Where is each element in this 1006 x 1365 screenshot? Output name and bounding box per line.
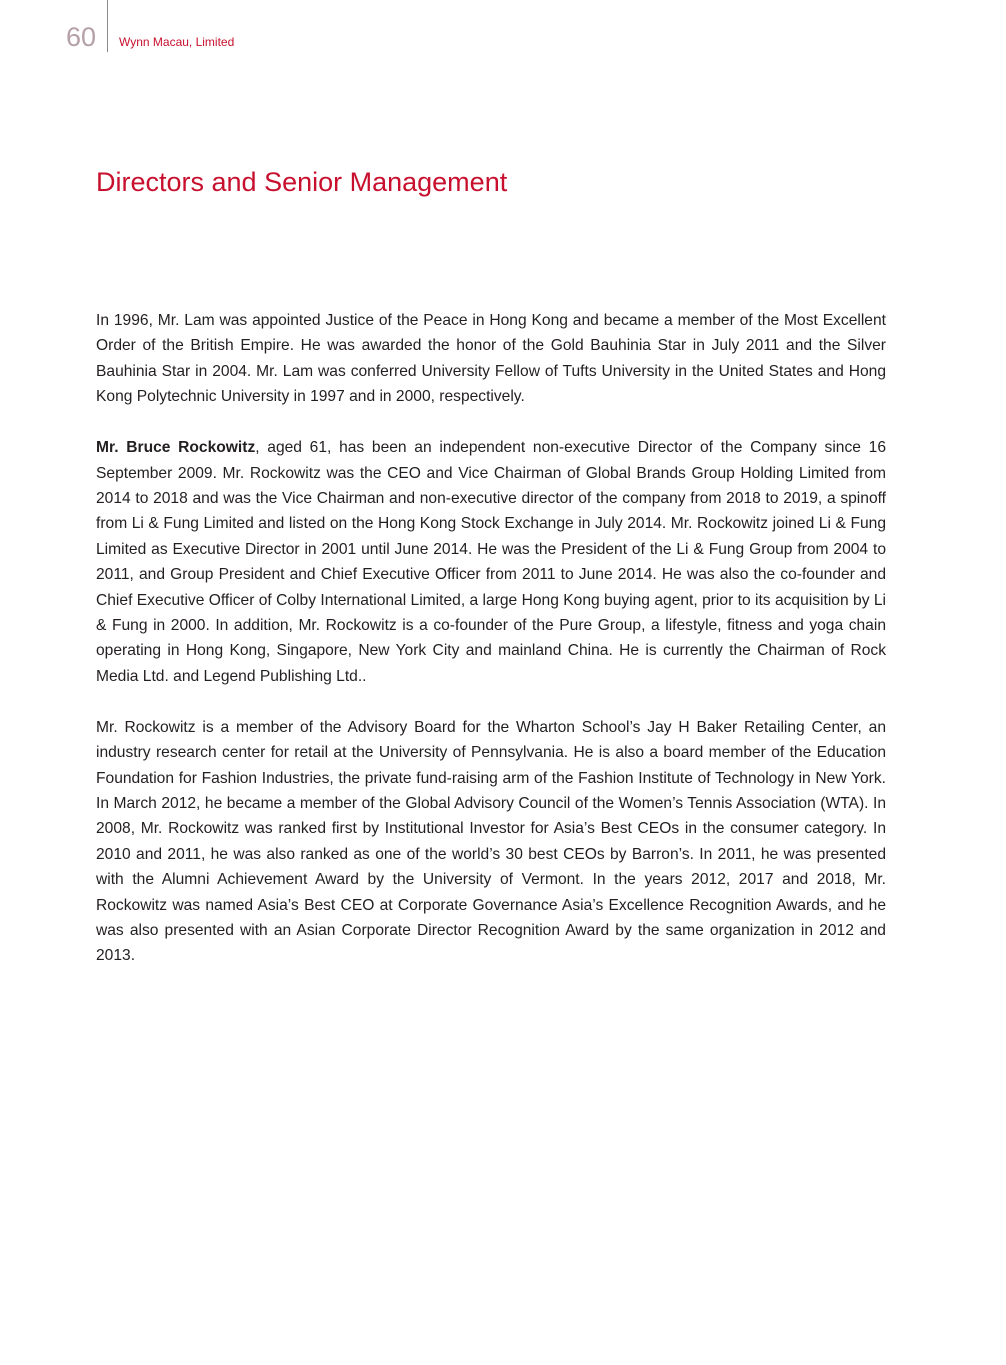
page-header — [0, 0, 1006, 60]
director-name: Mr. Bruce Rockowitz — [96, 439, 256, 457]
paragraph-rockowitz-bio-text: , aged 61, has been an independent non-executive Director of the Company since 16 September 2009. Mr. Rockowitz was the CEO and Vice Chairman of Global Brands Group Holding Limited from 2014 to 2018 and was the Vice Chairman and non-executive director of the company from 2018 to 2019, a spinoff from Li & Fung Limited and listed on the Hong Kong Stock Exchange in July 2014. Mr. Rockowitz joined Li & Fung Limited as Executive Director in 2001 until June 2014. He was the President of the Li & Fung Group from 2004 to 2011, and Group President and Chief Executive Officer from 2011 to June 2014. He was also the co-founder and Chief Executive Officer of Colby International Limited, a large Hong Kong buying agent, prior to its acquisition by Li & Fung in 2000. In addition, Mr. Rockowitz is a co-founder of the Pure Group, a lifestyle, fitness and yoga chain operating in Hong Kong, Singapore, New York City and mainland China. He is currently the Chairman of Rock Media Ltd. and Legend Publishing Ltd.. — [96, 439, 886, 685]
page-number: 60 — [66, 22, 97, 52]
paragraph-rockowitz-awards: Mr. Rockowitz is a member of the Advisory Board for the Wharton School’s Jay H Baker Retailing Center, an industry research center for retail at the University of Pennsylvania. He is also a board member of the Education Foundation for Fashion Industries, the private fund-raising arm of the Fashion Institute of Technology in New York. In March 2012, he became a member of the Global Advisory Council of the Women’s Tennis Association (WTA). In 2008, Mr. Rockowitz was ranked first by Institutional Investor for Asia’s Best CEOs in the consumer category. In 2010 and 2011, he was also ranked as one of the world’s 30 best CEOs by Barron’s. In 2011, he was presented with the Alumni Achievement Award by the University of Vermont. In the years 2012, 2017 and 2018, Mr. Rockowitz was named Asia’s Best CEO at Corporate Governance Asia’s Excellence Recognition Awards, and he was also presented with an Asian Corporate Director Recognition Award by the same organization in 2012 and 2013. — [96, 718, 886, 965]
company-name: Wynn Macau, Limited — [119, 35, 235, 49]
header-divider — [107, 0, 108, 52]
paragraph-lam-honors: In 1996, Mr. Lam was appointed Justice of the Peace in Hong Kong and became a member of the Most Excellent Order of the British Empire. He was awarded the honor of the Gold Bauhinia Star in July 2011 and the Silver Bauhinia Star in 2004. Mr. Lam was conferred University Fellow of Tufts University in the United States and Hong Kong Polytechnic University in 1997 and in 2000, respectively. — [96, 312, 886, 406]
page-title: Directors and Senior Management — [96, 167, 508, 197]
body-text — [96, 308, 886, 994]
paragraph-rockowitz-bio — [96, 435, 886, 689]
